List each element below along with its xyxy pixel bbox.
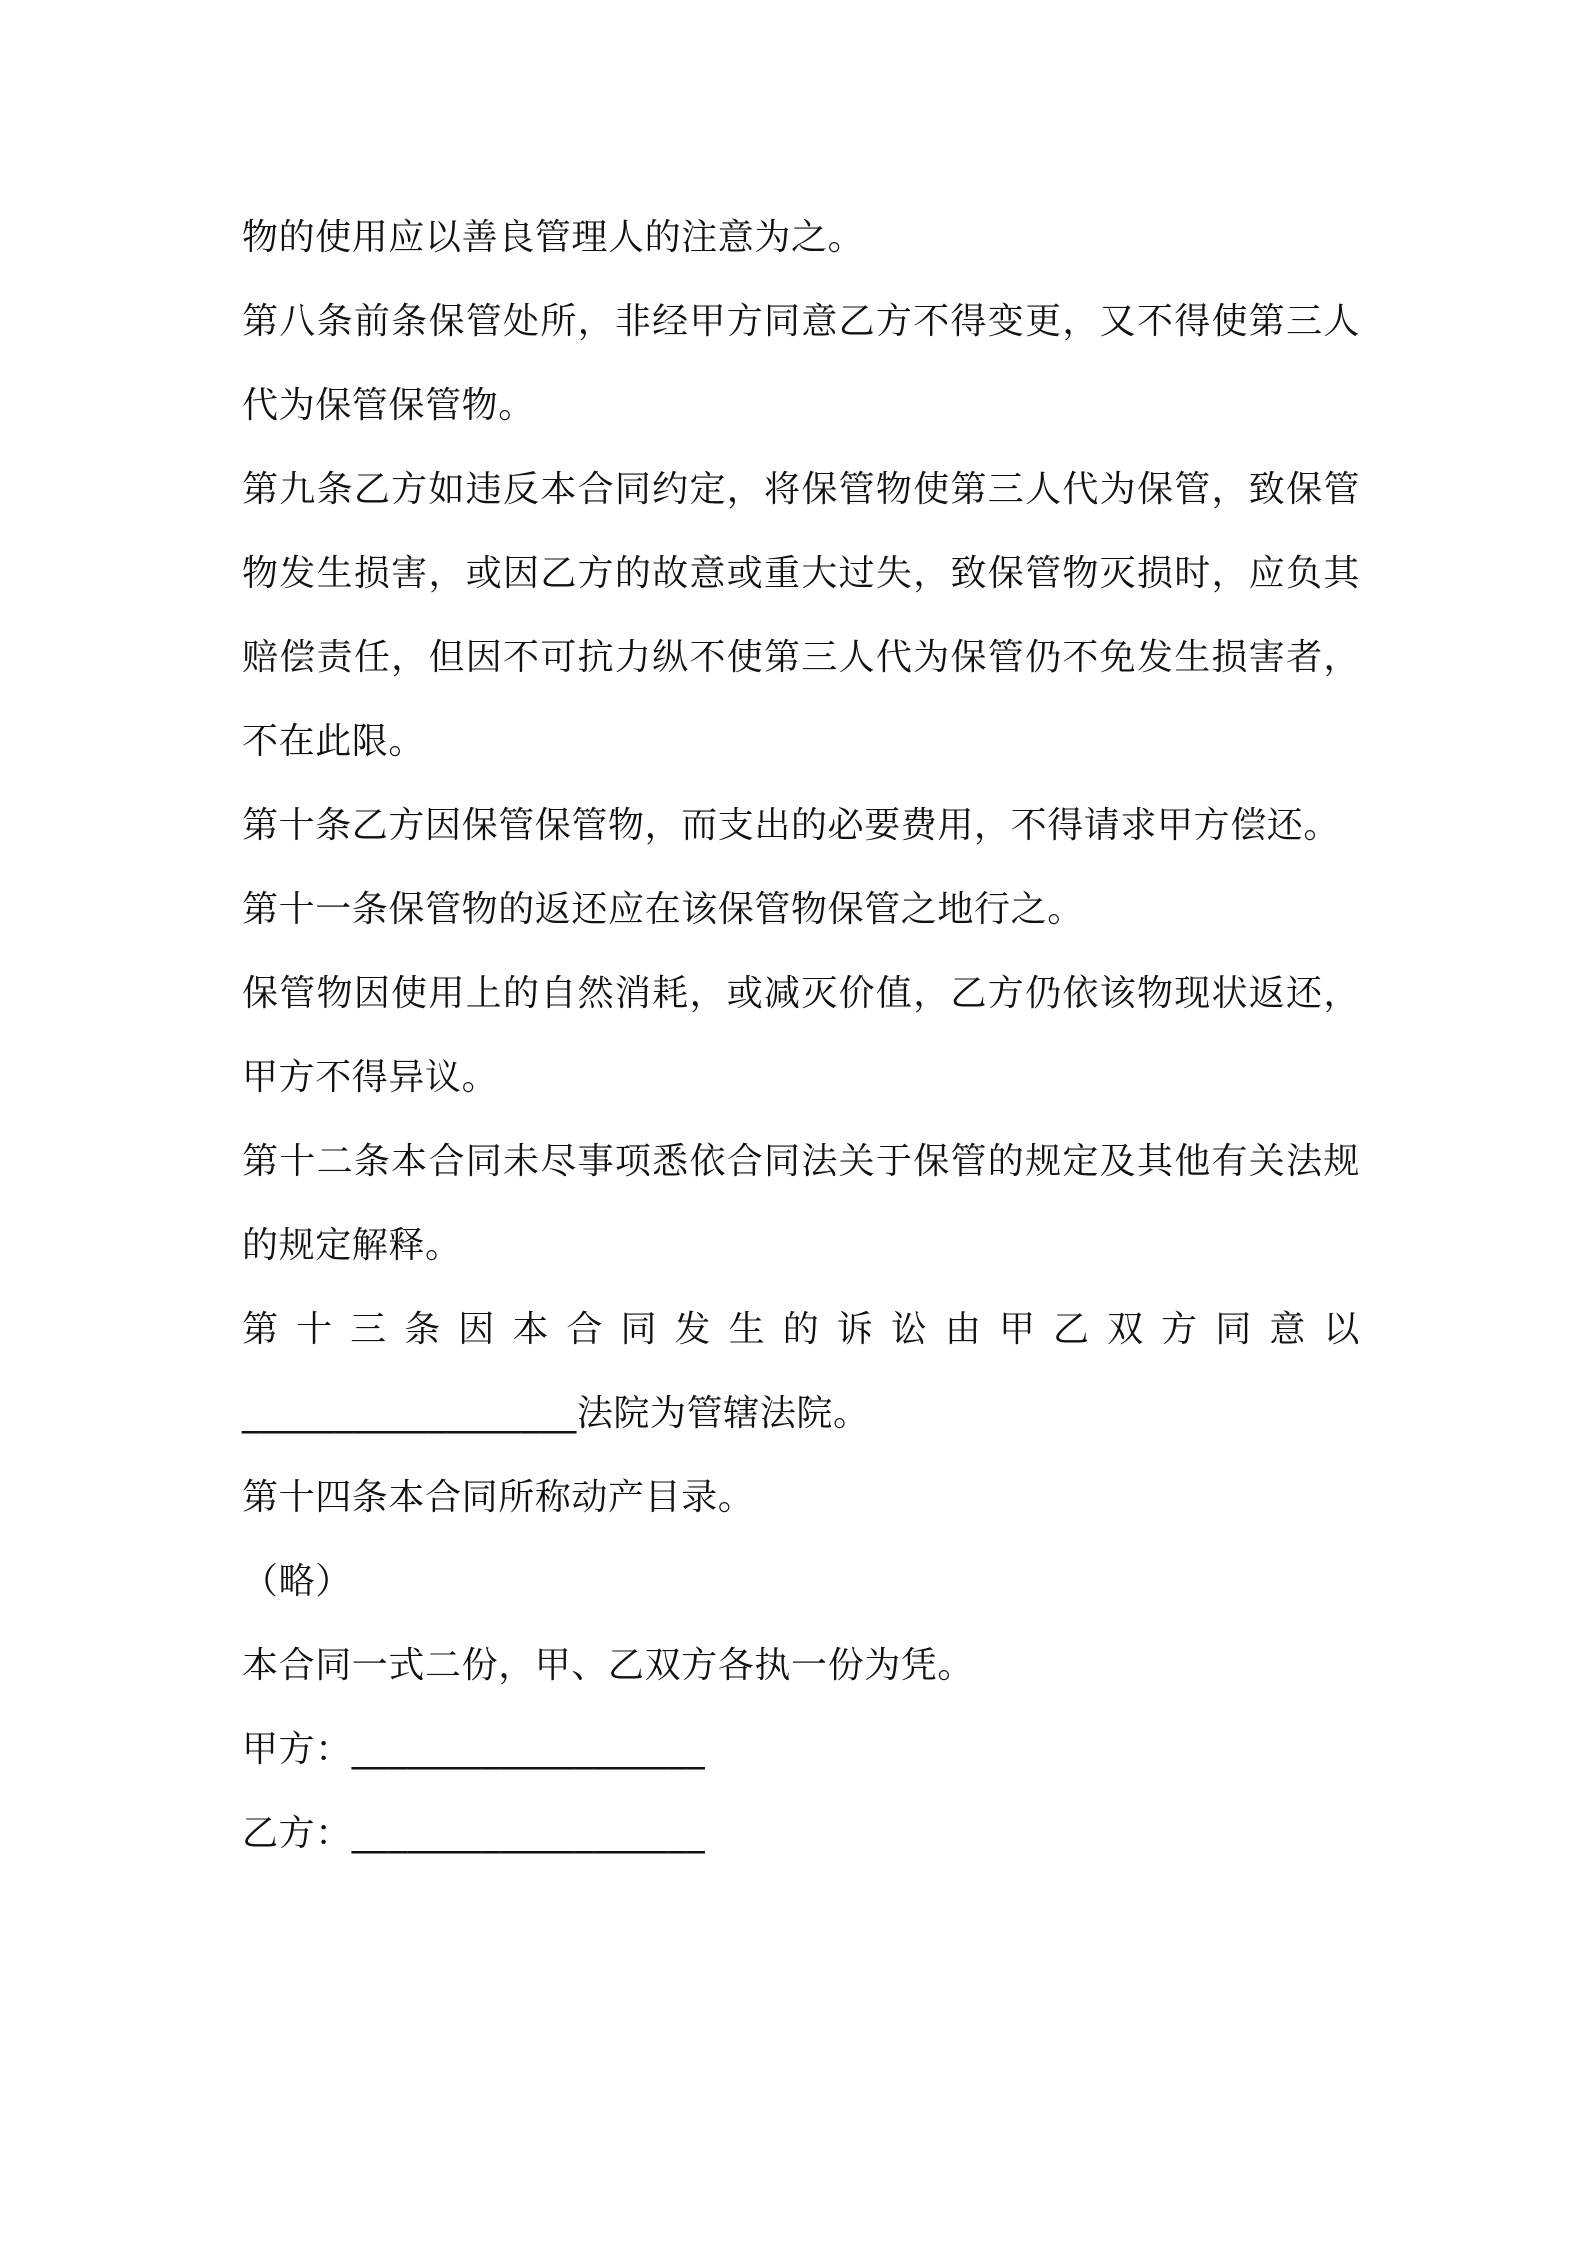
copies-clause: 本合同一式二份，甲、乙双方各执一份为凭。	[242, 1645, 975, 1686]
document-body	[242, 196, 1360, 1876]
article-11: 第十一条保管物的返还应在该保管物保管之地行之。	[242, 889, 1084, 930]
paragraph-continuation: 物的使用应以善良管理人的注意为之。	[242, 217, 865, 258]
omitted-note: （略）	[242, 1561, 352, 1602]
party-b-signature: 乙方：___________________	[242, 1813, 706, 1854]
article-14: 第十四条本合同所称动产目录。	[242, 1477, 755, 1518]
article-8: 第八条前条保管处所，非经甲方同意乙方不得变更，又不得使第三人代为保管保管物。	[242, 301, 1360, 426]
article-10: 第十条乙方因保管保管物，而支出的必要费用，不得请求甲方偿还。	[242, 805, 1341, 846]
article-13-suffix: 法院为管辖法院。	[576, 1393, 870, 1434]
party-a-signature: 甲方：___________________	[242, 1729, 706, 1770]
article-9: 第九条乙方如违反本合同约定，将保管物使第三人代为保管，致保管物发生损害，或因乙方的故意或重大过失，致保管物灭损时，应负其赔偿责任，但因不可抗力纵不使第三人代为保管仍不免发生损害者，不在此限。	[242, 469, 1360, 762]
article-13-line1: 第十三条因本合同发生的诉讼由甲乙双方同意以	[242, 1309, 1360, 1350]
article-13-line2	[242, 1393, 870, 1434]
article-11-clause: 保管物因使用上的自然消耗，或减灭价值，乙方仍依该物现状返还，甲方不得异议。	[242, 973, 1360, 1098]
article-12: 第十二条本合同未尽事项悉依合同法关于保管的规定及其他有关法规的规定解释。	[242, 1141, 1360, 1266]
article-13	[242, 1288, 1360, 1456]
court-blank: __________________	[242, 1393, 577, 1434]
